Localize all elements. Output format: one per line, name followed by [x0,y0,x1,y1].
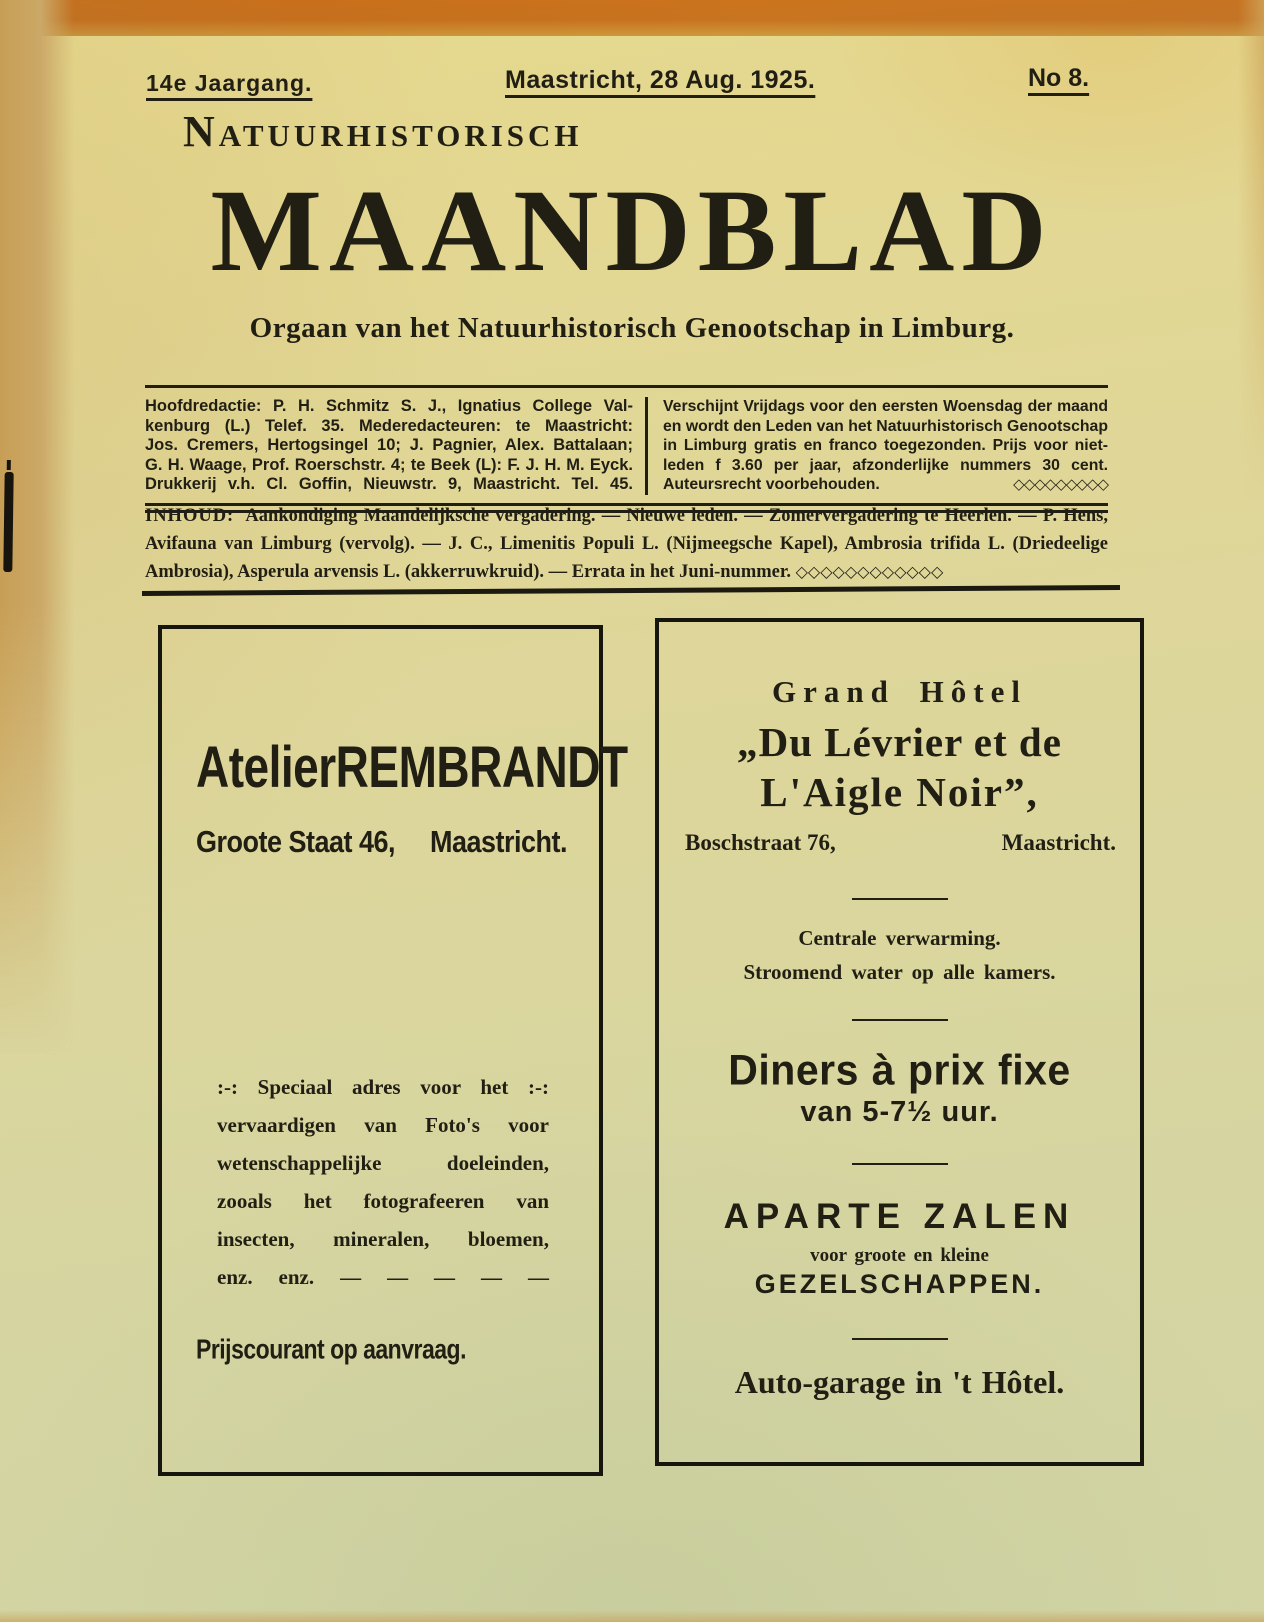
hotel-feature-heating: Centrale verwarming. [798,926,1001,950]
scan-edge-top [0,0,1264,36]
editorial-line: G. H. Waage, Prof. Roerschstr. 4; te Beek (L): F. J. H. M. Eyck. [145,455,633,474]
editorial-line: Jos. Cremers, Hertogsingel 10; J. Pagnier, Alex. Battalaan; [145,436,633,454]
ad-divider [852,1338,948,1340]
section-rule [142,585,1120,596]
atelier-body-line: zooals het fotografeeren van [217,1189,549,1213]
editorial-left-column [145,397,648,495]
hotel-name-line2: „Du Lévrier et de [737,719,1062,765]
atelier-body-line: enz. enz. — — — — — [217,1265,549,1289]
atelier-body-line: insecten, mineralen, bloemen, [217,1227,549,1251]
atelier-address-street: Groote Staat 46, [196,825,396,859]
editorial-line: Drukkerij v.h. Cl. Goffin, Nieuwstr. 9, Maastricht. Tel. 45. [145,475,633,493]
auto-garage-line: Auto-garage in 't Hôtel. [734,1364,1065,1400]
copyright-note: Auteursrecht voorbehouden. [663,476,880,493]
editorial-line: en wordt den Leden van het Natuurhistorisch Genootschap [663,417,1108,435]
scan-artifact-mark [3,472,13,572]
magazine-title: MAANDBLAD [210,165,1054,296]
issue-number-label: No 8. [1028,64,1090,92]
atelier-body-line: :-: Speciaal adres voor het :-: [217,1075,549,1099]
diners-headline: Diners à prix fixe [728,1045,1071,1095]
hotel-address-city: Maastricht. [1001,830,1116,855]
editorial-line: Hoofdredactie: P. H. Schmitz S. J., Ignatius College Val- [145,397,633,415]
scan-edge-bottom [0,1610,1264,1622]
hotel-name-line1: Grand Hôtel [772,674,1027,709]
diamond-ornament: ◇◇◇◇◇◇◇◇◇◇◇◇ [795,562,944,581]
editorial-line: leden f 3.60 per jaar, afzonderlijke nummers 30 cent. [663,456,1108,474]
atelier-body [217,1068,549,1296]
aparte-zalen-headline: APARTE ZALEN [723,1197,1076,1236]
atelier-body-line: wetenschappelijke doeleinden, [217,1151,549,1175]
editorial-info-block [145,385,1108,513]
ad-divider [852,1163,948,1165]
atelier-title [196,732,628,801]
atelier-address [196,825,567,860]
editorial-line [663,475,1108,495]
atelier-footer: Prijscourant op aanvraag. [196,1333,466,1365]
atelier-body-line: vervaardigen van Foto's voor [217,1113,549,1137]
gezelschappen-line: GEZELSCHAPPEN. [754,1269,1045,1299]
volume-label: 14e Jaargang. [146,70,313,96]
hotel-address-street: Boschstraat 76, [685,830,836,855]
editorial-line: in Limburg gratis en franco toegezonden. Prijs voor niet- [663,437,1108,454]
atelier-title-word2: REMBRANDT [335,733,628,800]
hotel-address [685,830,1116,856]
table-of-contents [145,503,1108,587]
ad-divider [852,898,948,900]
atelier-title-word1: Atelier [196,733,336,800]
editorial-line: Verschijnt Vrijdags voor den eersten Woensdag der maand [663,398,1108,415]
inhoud-label: INHOUD: [145,506,235,526]
magazine-overtitle: Natuurhistorisch [183,107,583,156]
ad-grand-hotel [655,618,1144,1466]
ad-divider [852,1019,948,1021]
hotel-name-line3: L'Aigle Noir”, [760,769,1039,815]
inhoud-text: Aankondiging Maandelijksche vergadering. — Nieuwe leden. — Zomervergadering te Heerlen. — P. Hens, Avifauna van Limburg (vervolg). — J. C., Limenitis Populi L. (Nijmeegsche Kapel), Ambrosia trifida L. (Driedeelige Ambrosia), Asperula arvensis L. (akkerruwkruid). — Errata in het Juni-nummer. [145,506,1108,582]
diners-hours: van 5-7½ uur. [800,1096,999,1128]
editorial-line: kenburg (L.) Telef. 35. Mederedacteuren: te Maastricht: [145,416,633,435]
hotel-feature-water: Stroomend water op alle kamers. [743,960,1056,984]
editorial-right-column [648,397,1108,495]
diamond-ornament: ◇◇◇◇◇◇◇◇◇ [1013,475,1108,493]
ad-atelier-rembrandt [158,625,628,1476]
dateline-label: Maastricht, 28 Aug. 1925. [505,66,816,94]
magazine-subtitle: Orgaan van het Natuurhistorisch Genootschap in Limburg. [249,312,1015,344]
atelier-address-city: Maastricht. [429,825,567,859]
zalen-subline: voor groote en kleine [810,1245,989,1266]
